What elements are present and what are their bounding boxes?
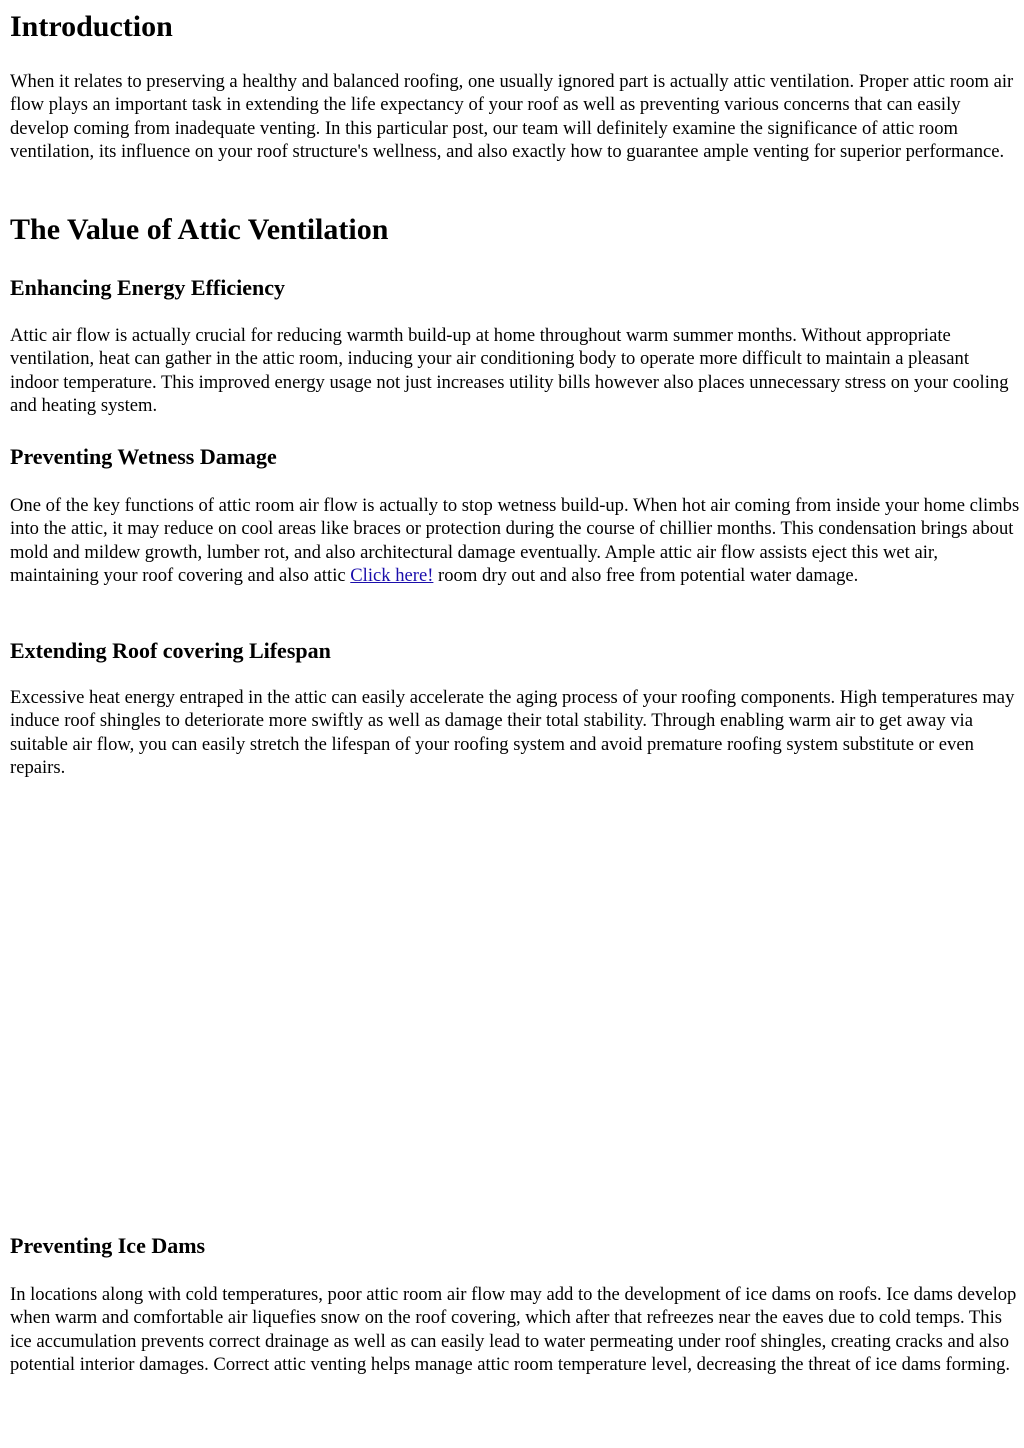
paragraph-introduction: When it relates to preserving a healthy and balanced roofing, one usually ignored part is actually attic ventilation. Proper attic room air flow plays an important task in extending the life expectancy of your roof as well as preventing various concerns that can easily develop coming from inadequate venting. In this particular post, our team will definitely examine the significance of attic room ventilation, its influence on your roof structure's wellness, and also exactly how to guarantee ample venting for superior performance. xyxy=(10,71,1014,162)
paragraph-ice-dams: In locations along with cold temperatures, poor attic room air flow may add to the development of ice dams on roofs. Ice dams develop when warm and comfortable air liquefies snow on the roof covering, which after that refreezes near the eaves due to cold temps. This ice accumulation prevents correct drainage as well as can easily lead to water permeating under roof shingles, creating cracks and also potential interior damages. Correct attic venting helps manage attic room temperature level, decreasing the threat of ice dams forming. xyxy=(10,1284,1017,1375)
heading-preventing-ice-dams: Preventing Ice Dams xyxy=(10,1233,206,1258)
heading-enhancing-energy-efficiency: Enhancing Energy Efficiency xyxy=(10,275,286,300)
heading-introduction: Introduction xyxy=(10,10,173,43)
heading-extending-roof-lifespan: Extending Roof covering Lifespan xyxy=(10,638,331,663)
paragraph-wetness-damage xyxy=(10,494,1020,587)
paragraph-roof-lifespan: Excessive heat energy entraped in the attic can easily accelerate the aging process of your roofing components. High temperatures may induce roof shingles to deteriorate more swiftly as well as damage their total stability. Through enabling warm air to get away via suitable air flow, you can easily stretch the lifespan of your roofing system and avoid premature roofing system substitute or even repairs. xyxy=(10,687,1015,778)
heading-preventing-wetness-damage: Preventing Wetness Damage xyxy=(10,444,277,469)
click-here-link[interactable]: Click here! xyxy=(350,564,434,586)
paragraph-text-before-link: One of the key functions of attic room air flow is actually to stop wetness build-up. When hot air coming from inside your home climbs into the attic, it may reduce on cool areas like braces or protection during the course of chillier months. This condensation brings about mold and mildew growth, lumber rot, and also architectural damage eventually. Ample attic air flow assists eject this wet air, maintaining your roof covering and also attic xyxy=(10,495,1020,586)
paragraph-text-after-link: room dry out and also free from potential water damage. xyxy=(433,564,859,586)
paragraph-energy-efficiency: Attic air flow is actually crucial for reducing warmth build-up at home throughout warm summer months. Without appropriate ventilation, heat can gather in the attic room, inducing your air conditioning body to operate more difficult to maintain a pleasant indoor temperature. This improved energy usage not just increases utility bills however also places unnecessary stress on your cooling and heating system. xyxy=(10,325,1009,416)
heading-value-of-attic-ventilation: The Value of Attic Ventilation xyxy=(10,213,389,246)
